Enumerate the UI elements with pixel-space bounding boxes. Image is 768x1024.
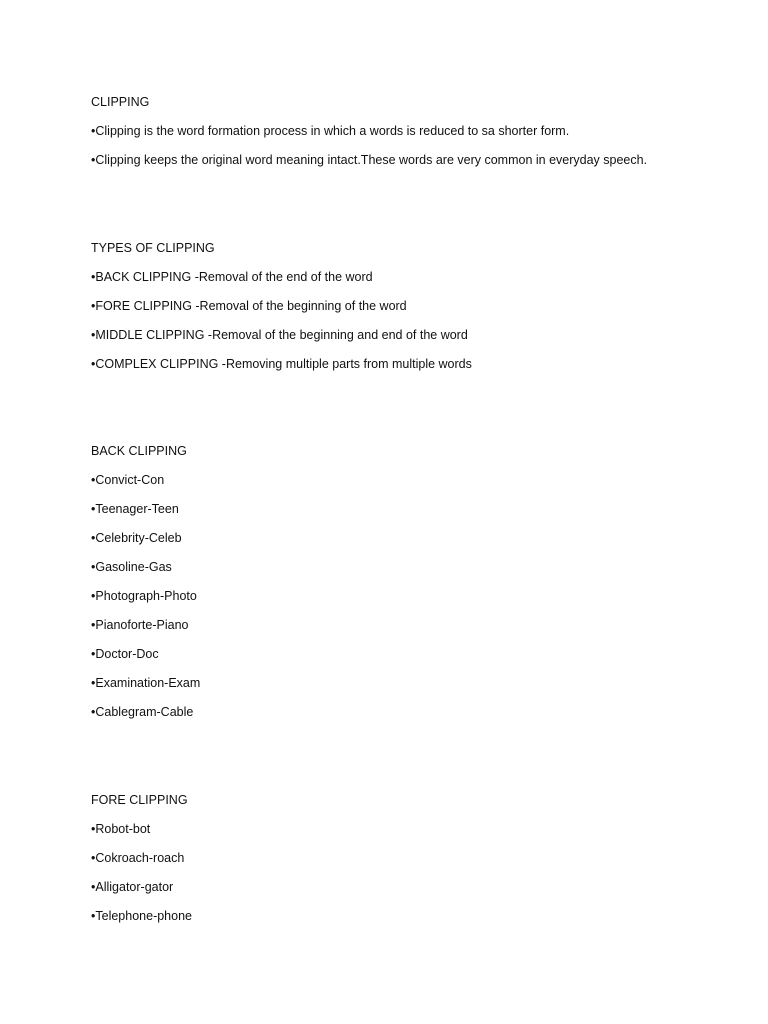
section-back-clipping xyxy=(91,444,200,719)
list-item: •Clipping is the word formation process in which a words is reduced to sa shorter form. xyxy=(91,124,570,138)
list-item: •Gasoline-Gas xyxy=(91,560,172,574)
list-item: •Doctor-Doc xyxy=(91,647,159,661)
list-item: •FORE CLIPPING -Removal of the beginning of the word xyxy=(91,299,407,313)
list-item: •Cablegram-Cable xyxy=(91,705,194,719)
list-item: •Clipping keeps the original word meaning intact.These words are very common in everyday speech. xyxy=(91,153,648,167)
list-item: •Convict-Con xyxy=(91,473,165,487)
list-item: •Pianoforte-Piano xyxy=(91,618,189,632)
section-heading: TYPES OF CLIPPING xyxy=(91,241,215,255)
list-item: •BACK CLIPPING -Removal of the end of the word xyxy=(91,270,373,284)
list-item: •COMPLEX CLIPPING -Removing multiple parts from multiple words xyxy=(91,357,472,371)
section-types-of-clipping xyxy=(91,241,472,371)
list-item: •Examination-Exam xyxy=(91,676,201,690)
section-heading: BACK CLIPPING xyxy=(91,444,187,458)
section-clipping xyxy=(91,95,647,167)
list-item: •MIDDLE CLIPPING -Removal of the beginning and end of the word xyxy=(91,328,468,342)
list-item: •Celebrity-Celeb xyxy=(91,531,182,545)
list-item: •Robot-bot xyxy=(91,822,151,836)
section-fore-clipping xyxy=(91,793,192,923)
section-heading: FORE CLIPPING xyxy=(91,793,188,807)
list-item: •Cokroach-roach xyxy=(91,851,185,865)
list-item: •Telephone-phone xyxy=(91,909,192,923)
section-heading: CLIPPING xyxy=(91,95,150,109)
list-item: •Teenager-Teen xyxy=(91,502,179,516)
list-item: •Alligator-gator xyxy=(91,880,174,894)
list-item: •Photograph-Photo xyxy=(91,589,197,603)
